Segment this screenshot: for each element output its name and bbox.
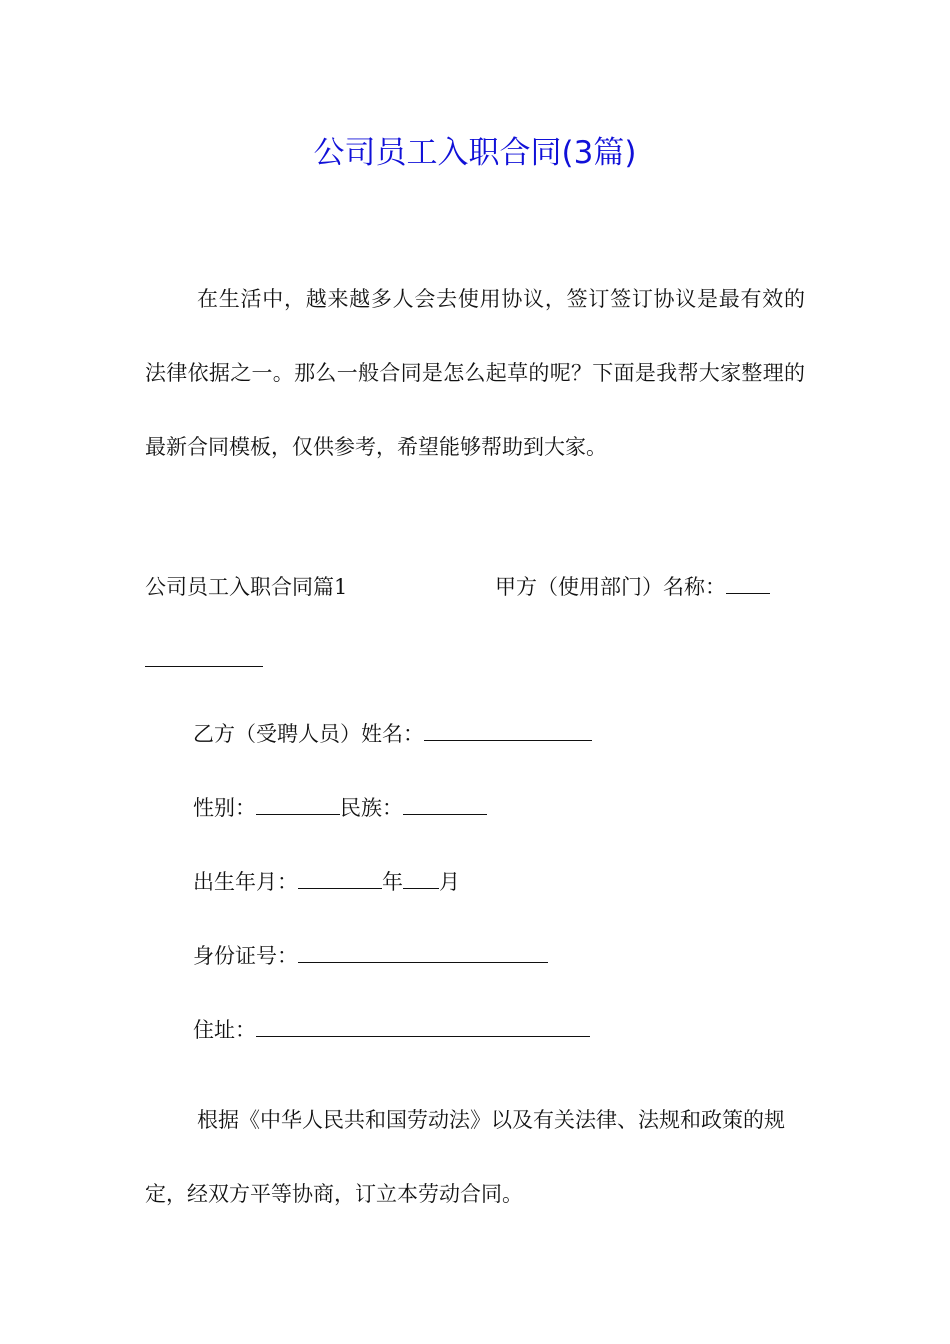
ethnicity-label: 民族： — [340, 796, 403, 820]
party-b-field — [193, 714, 592, 754]
id-blank — [298, 940, 548, 963]
party-a-blank-continuation — [145, 640, 263, 680]
month-label: 月 — [439, 870, 460, 894]
birth-field — [193, 862, 460, 902]
year-label: 年 — [382, 870, 403, 894]
id-label: 身份证号： — [193, 944, 298, 968]
gender-blank — [256, 792, 340, 815]
document-title: 公司员工入职合同(3篇) — [313, 135, 637, 171]
id-number-field — [193, 936, 548, 976]
birth-label: 出生年月： — [193, 870, 298, 894]
party-a-field — [495, 567, 770, 607]
ethnicity-blank — [403, 792, 487, 815]
party-a-blank-2 — [145, 644, 263, 667]
party-a-label: 甲方（使用部门）名称： — [495, 575, 726, 599]
gender-ethnicity-field — [193, 788, 487, 828]
party-b-blank — [424, 718, 592, 741]
law-paragraph: 根据《中华人民共和国劳动法》以及有关法律、法规和政策的规定，经双方平等协商，订立本劳动合同。 — [145, 1108, 785, 1206]
section-heading: 公司员工入职合同篇1 — [145, 575, 348, 599]
party-a-blank-1 — [726, 571, 770, 594]
gender-label: 性别： — [193, 796, 256, 820]
birth-month-blank — [403, 866, 439, 889]
intro-paragraph: 在生活中，越来越多人会去使用协议，签订签订协议是最有效的法律依据之一。那么一般合同是怎么起草的呢？下面是我帮大家整理的最新合同模板，仅供参考，希望能够帮助到大家。 — [145, 287, 805, 459]
address-blank — [256, 1014, 590, 1037]
party-b-label: 乙方（受聘人员）姓名： — [193, 722, 424, 746]
birth-year-blank — [298, 866, 382, 889]
address-label: 住址： — [193, 1018, 256, 1042]
address-field — [193, 1010, 590, 1050]
